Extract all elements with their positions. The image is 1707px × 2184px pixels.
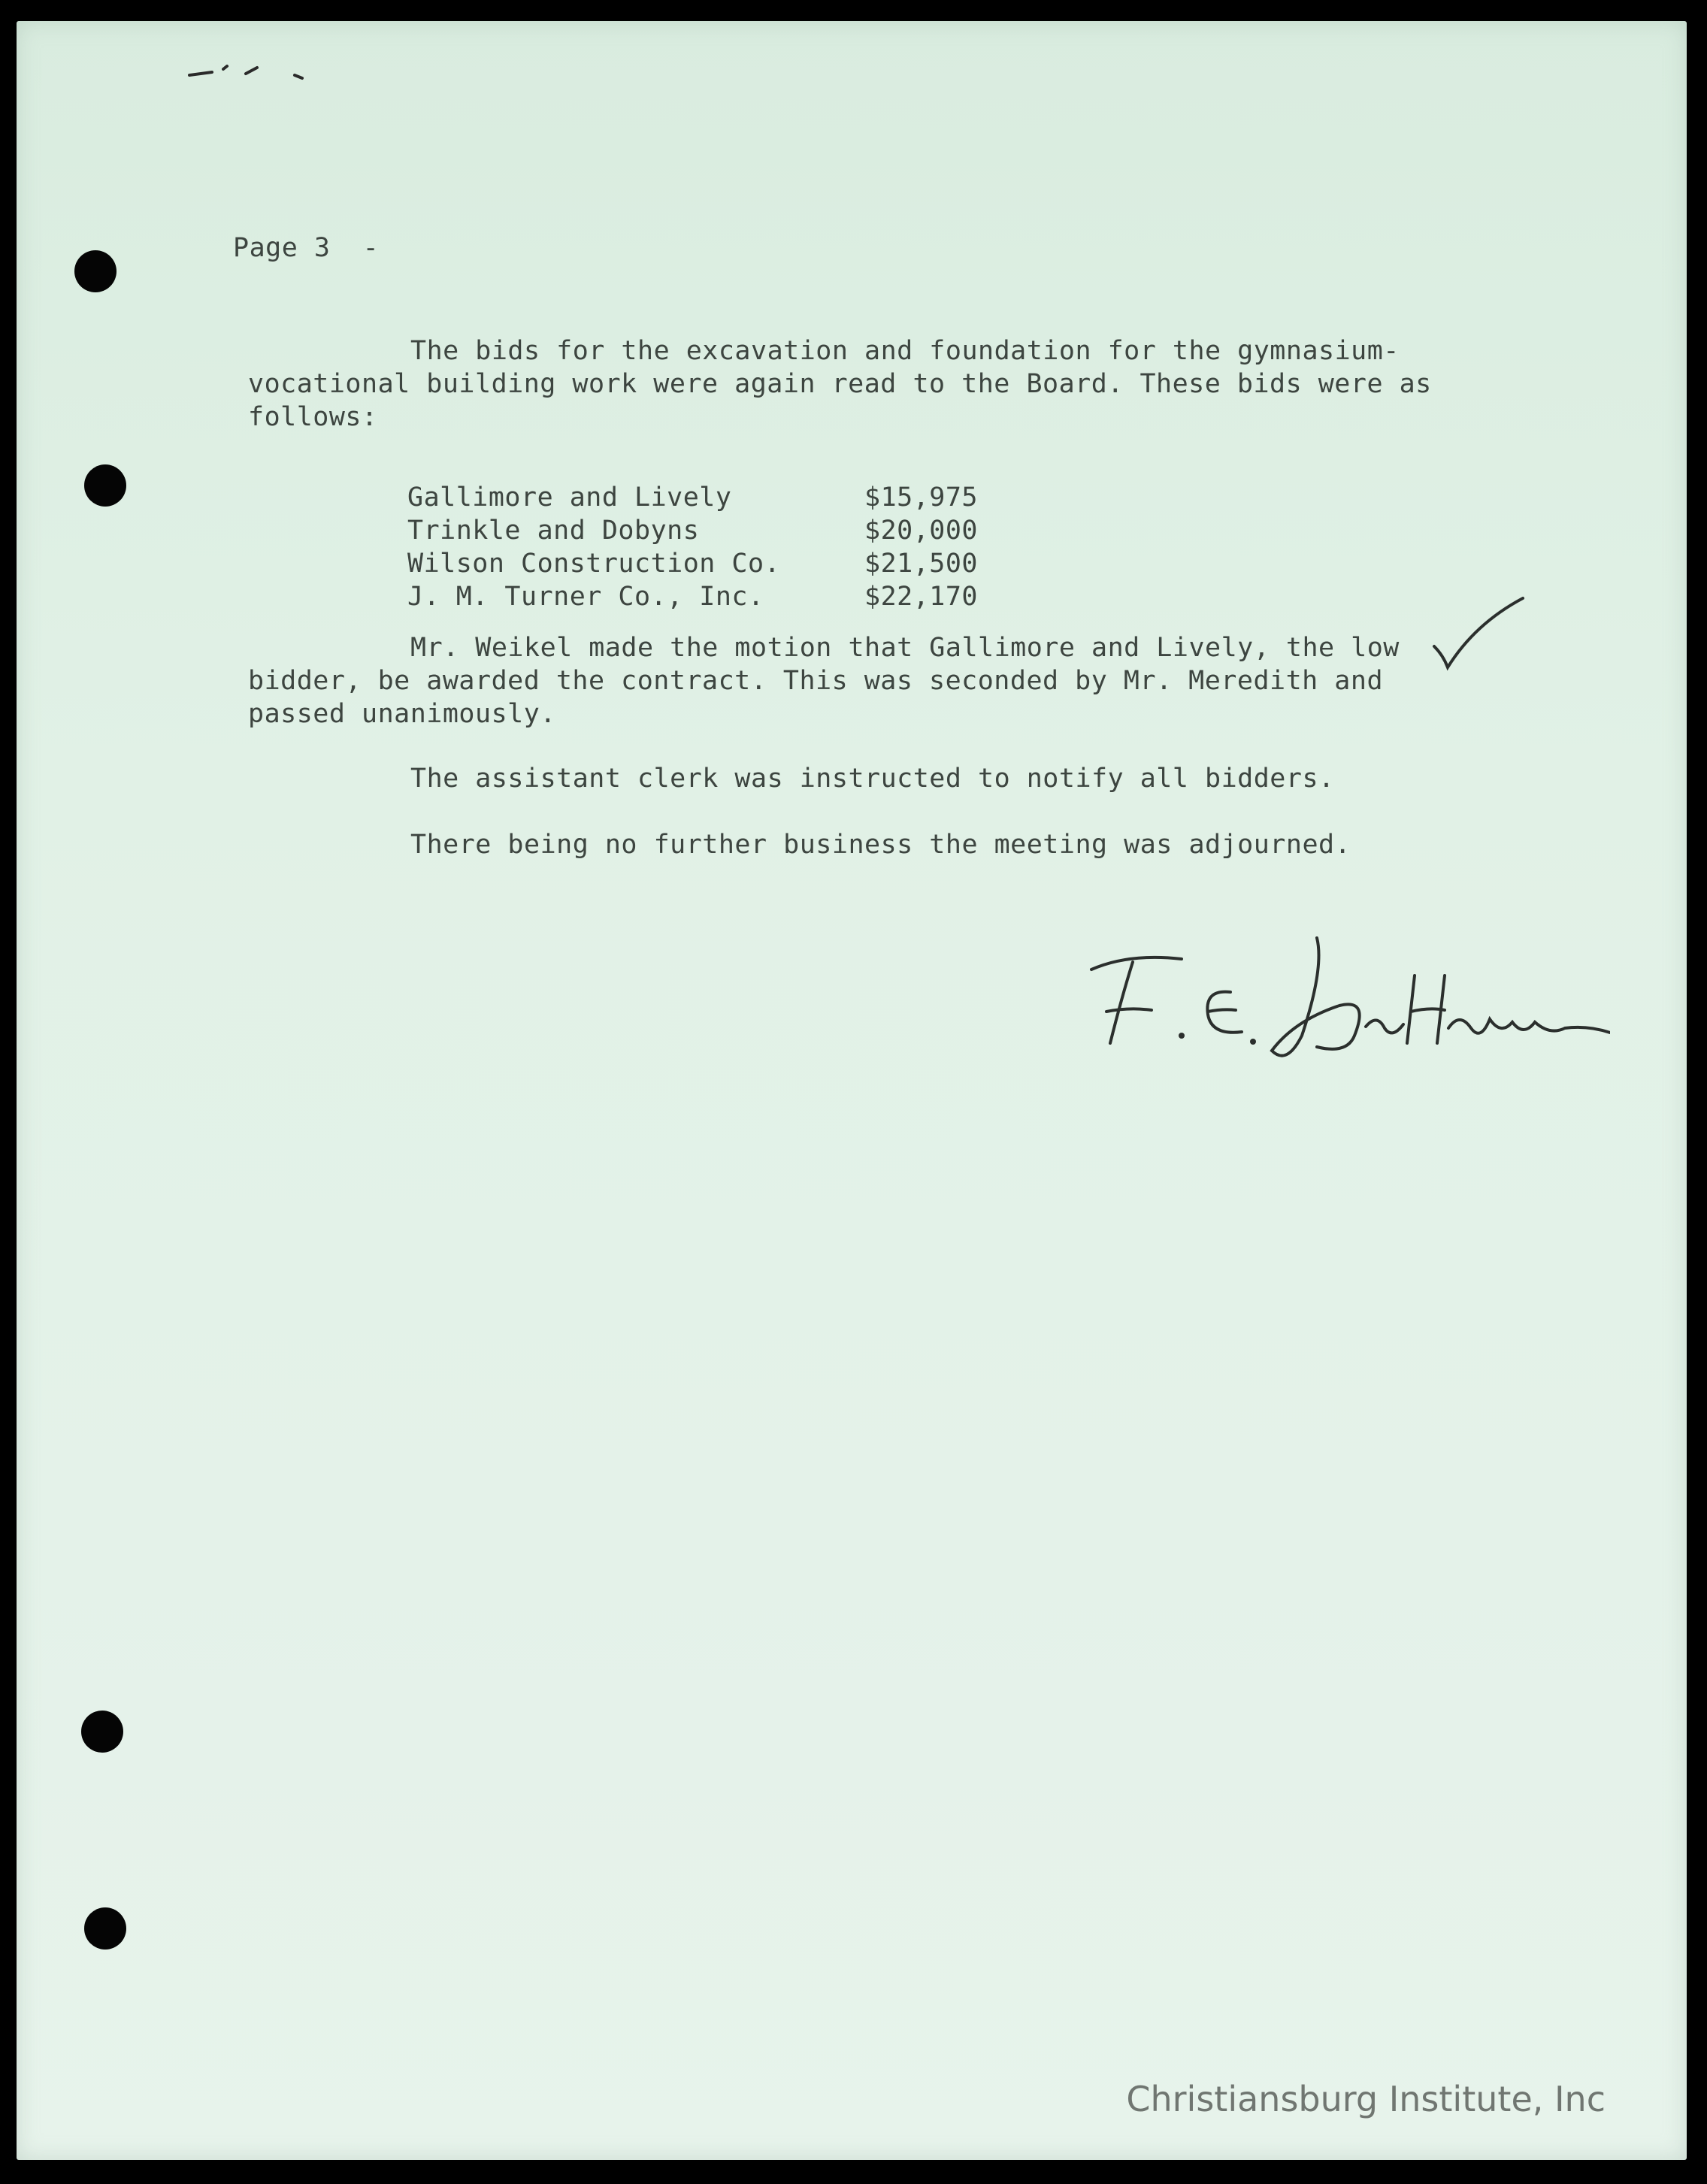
bid-amount: $15,975 — [864, 482, 979, 513]
intro-paragraph — [248, 334, 1511, 434]
checkmark-icon — [1430, 594, 1527, 680]
bidder-name: Wilson Construction Co. — [407, 549, 781, 579]
corner-smudge — [182, 53, 317, 86]
bid-amount: $20,000 — [864, 516, 979, 546]
bid-list — [407, 481, 1009, 613]
punch-hole — [84, 1907, 126, 1950]
watermark: Christiansburg Institute, Inc — [1126, 2079, 1606, 2119]
document-page — [17, 21, 1687, 2160]
bid-amount: $21,500 — [864, 549, 979, 579]
notify-paragraph — [248, 762, 1613, 795]
motion-text: Mr. Weikel made the motion that Gallimore and Lively, the low bidder, be awarded the contract. This was seconded by Mr. Meredith and passed unanimously. — [248, 633, 1400, 729]
notify-text: The assistant clerk was instructed to notify all bidders. — [410, 764, 1335, 794]
bid-row — [407, 481, 1009, 514]
bid-row — [407, 514, 1009, 547]
page-header: Page 3 - — [233, 233, 380, 263]
handwritten-signature — [1069, 923, 1610, 1077]
adjourn-text: There being no further business the meeting was adjourned. — [410, 830, 1351, 860]
bid-amount: $22,170 — [864, 582, 979, 612]
punch-hole — [84, 464, 126, 507]
motion-paragraph — [248, 631, 1421, 731]
punch-hole — [81, 1711, 123, 1753]
adjourn-paragraph — [248, 828, 1613, 861]
bidder-name: J. M. Turner Co., Inc. — [407, 582, 764, 612]
bidder-name: Gallimore and Lively — [407, 482, 732, 513]
punch-hole — [74, 250, 117, 292]
bid-row — [407, 547, 1009, 580]
bidder-name: Trinkle and Dobyns — [407, 516, 700, 546]
bid-row — [407, 580, 1009, 613]
intro-text: The bids for the excavation and foundation for the gymnasium-vocational building work were again read to the Board. These bids were as follows: — [248, 336, 1432, 432]
